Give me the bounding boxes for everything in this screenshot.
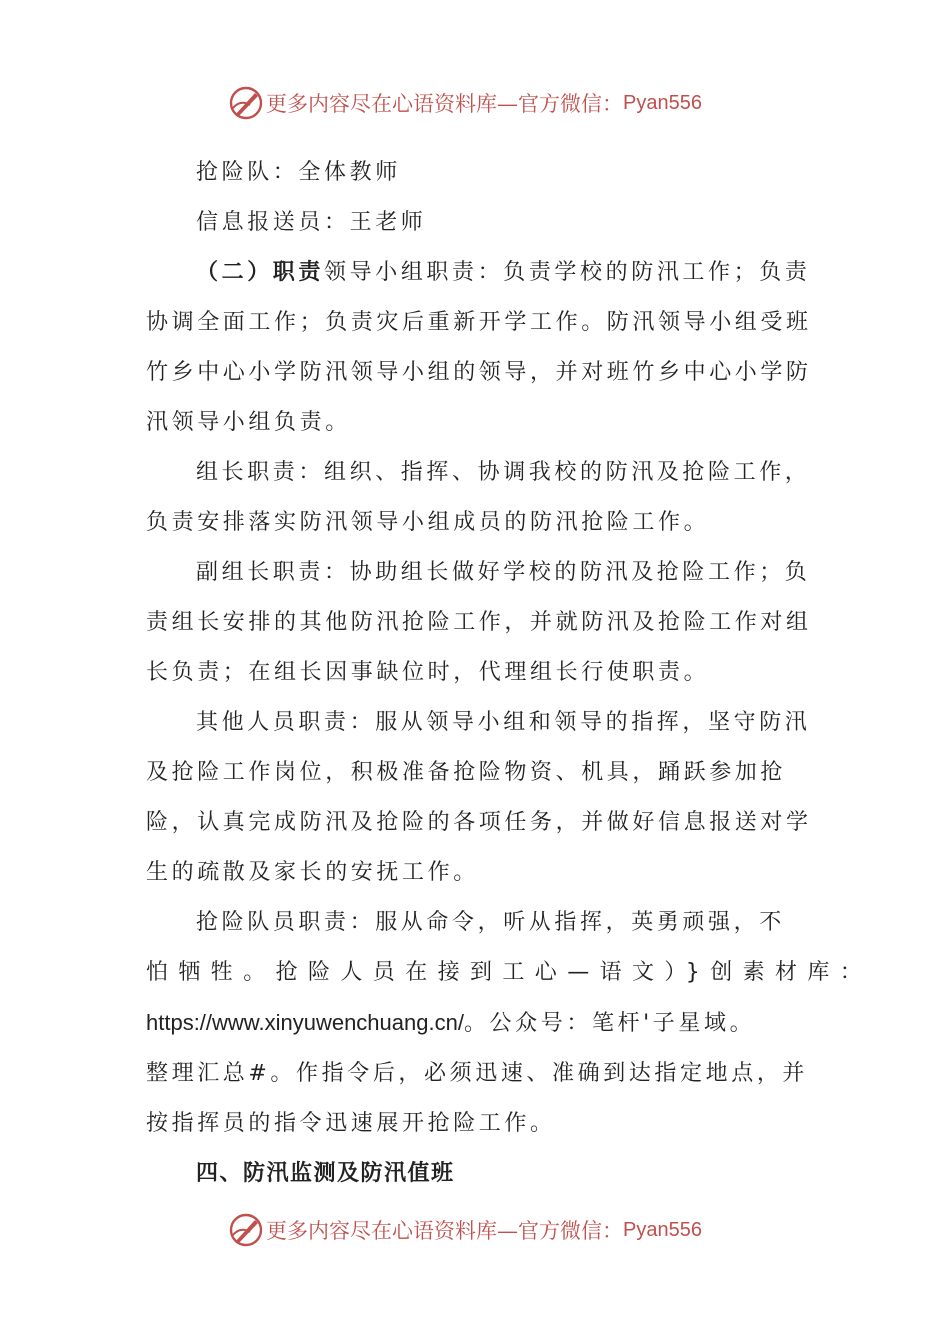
resource-url: https://www.xinyuwenchuang.cn/: [146, 1010, 464, 1035]
rescue-member-duties-paragraph: [146, 898, 873, 1149]
header-banner-wechat-id: Pyan556: [623, 91, 702, 114]
section-four-heading: 四、防汛监测及防汛值班: [196, 1161, 455, 1186]
other-staff-duties-paragraph: 其他人员职责：服从领导小组和领导的指挥，坚守防汛及抢险工作岗位，积极准备抢险物资、机具，踊跃参加抢险，认真完成防汛及抢险的各项任务，并做好信息报送对学生的疏散及家长的安抚工作。: [146, 710, 812, 885]
leader-group-duties-paragraph: [146, 248, 816, 448]
footer-banner: [228, 1210, 728, 1250]
group-leader-duties-paragraph: 组长职责：组织、指挥、协调我校的防汛及抢险工作，负责安排落实防汛领导小组成员的防汛抢险工作。: [146, 460, 811, 535]
footer-banner-text: 更多内容尽在心语资料库—官方微信：: [266, 1219, 623, 1243]
leader-group-duties-text: 领导小组职责：负责学校的防汛工作；负责协调全面工作；负责灾后重新开学工作。防汛领导小组受班竹乡中心小学防汛领导小组的领导，并对班竹乡中心小学防汛领导小组负责。: [146, 260, 812, 435]
deputy-leader-duties-paragraph: 副组长职责：协助组长做好学校的防汛及抢险工作；负责组长安排的其他防汛抢险工作，并就防汛及抢险工作对组长负责；在组长因事缺位时，代理组长行使职责。: [146, 560, 812, 685]
footer-banner-wechat-id: Pyan556: [623, 1218, 702, 1241]
document-body: [146, 148, 873, 1199]
rescue-member-duties-line-5: 按指挥员的指令迅速展开抢险工作。: [146, 1111, 556, 1136]
info-reporter-line: 信息报送员：王老师: [196, 210, 427, 235]
header-banner: [228, 83, 728, 123]
rescue-member-duties-line-3-rest: 。公众号：笔杆'子星域。: [463, 1011, 756, 1036]
rescue-member-duties-line-1: 抢险队员职责：服从命令，听从指挥，英勇顽强，不: [196, 910, 785, 935]
rescue-team-line: 抢险队：全体教师: [196, 160, 401, 185]
header-banner-text: 更多内容尽在心语资料库—官方微信：: [266, 92, 623, 116]
duties-heading: （二）职责: [196, 260, 325, 285]
pen-logo-icon: [228, 1212, 264, 1248]
rescue-member-duties-line-3: [146, 998, 816, 1049]
pen-logo-icon: [228, 85, 264, 121]
rescue-member-duties-line-2: 怕牺牲。抢险人员在接到工心—语文）}创素材库：: [146, 960, 873, 985]
rescue-member-duties-line-4: 整理汇总#。作指令后，必须迅速、准确到达指定地点，并: [146, 1061, 809, 1086]
